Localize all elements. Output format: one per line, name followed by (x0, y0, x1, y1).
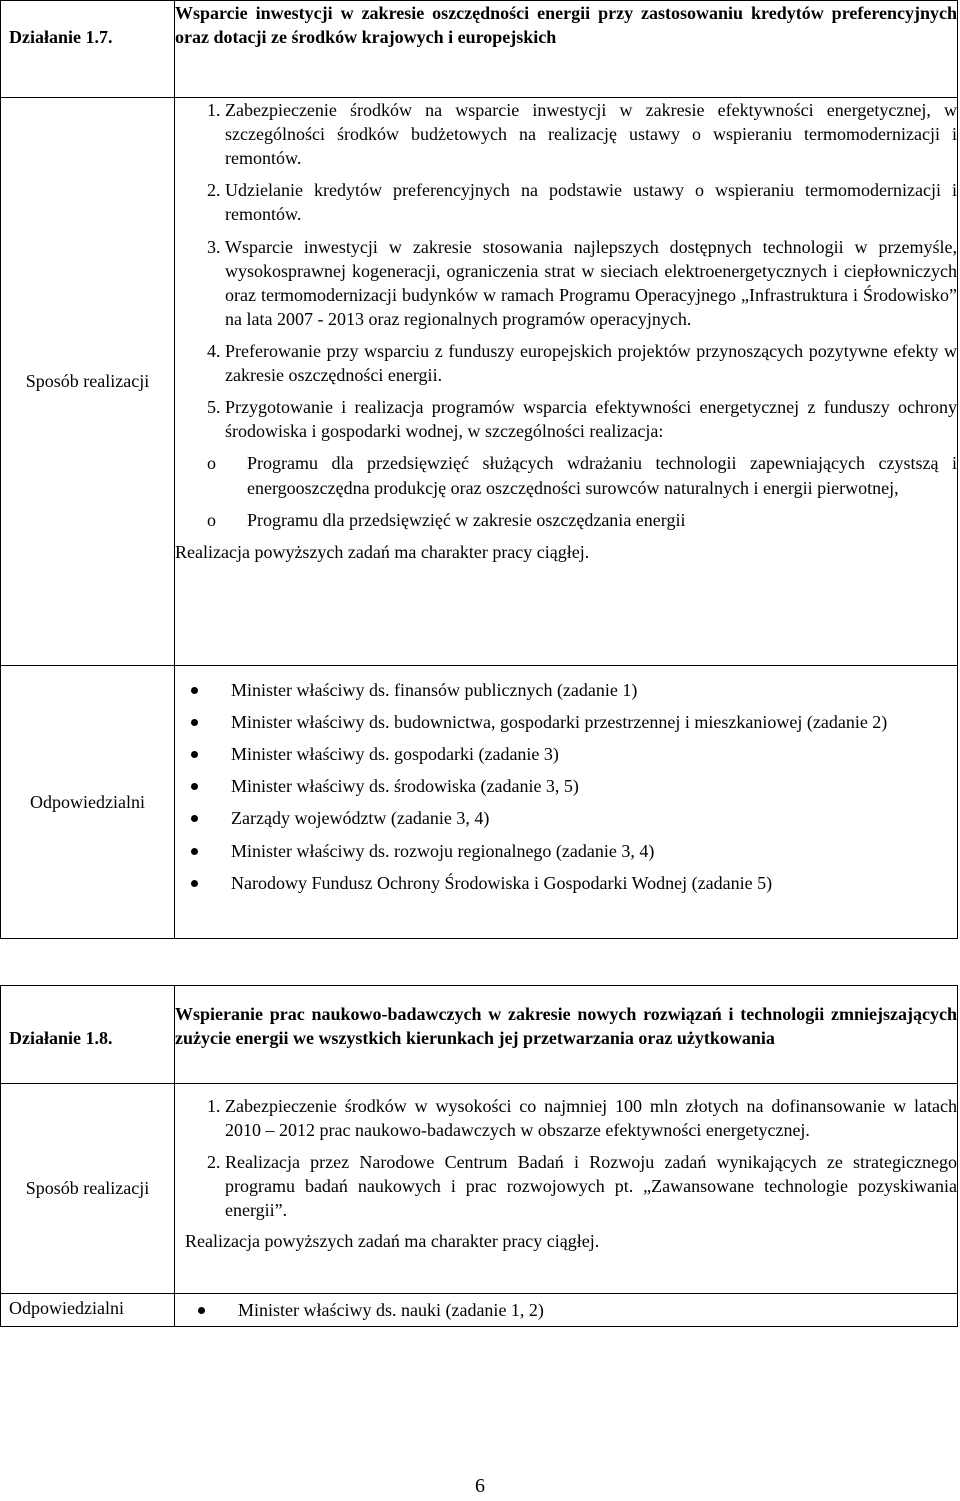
bullet-icon (191, 880, 198, 887)
bullet-icon (191, 719, 198, 726)
list-item: 4. Preferowanie przy wsparciu z funduszy europejskich projektów przynoszących pozytywne efekty w zakresie oszczędności energii. (225, 339, 957, 387)
bullet-icon (191, 751, 198, 758)
responsible-item (175, 871, 957, 895)
sub-marker: o (207, 509, 216, 530)
responsible-content (175, 1294, 958, 1327)
method-label: Sposób realizacji (1, 98, 175, 666)
task-list (175, 98, 957, 532)
method-content (175, 1084, 958, 1294)
task-list (175, 1094, 957, 1223)
bullet-icon (191, 848, 198, 855)
list-item: 2. Realizacja przez Narodowe Centrum Badań i Rozwoju zadań wynikających ze strategicznego programu badań naukowych i prac rozwojowych pt. „Zawansowane technologie pozyskiwania energii”. (225, 1150, 957, 1222)
list-item: 3. Wsparcie inwestycji w zakresie stosowania najlepszych dostępnych technologii w przemyśle, wysokosprawnej kogeneracji, ograniczenia strat w sieciach elektroenergetycznych i ciepłowniczych oraz termomodernizacji budynków w ramach Programu Operacyjnego „Infrastruktura i Środowisko” na lata 2007 - 2013 oraz regionalnych programów operacyjnych. (225, 235, 957, 331)
action-title: Wspieranie prac naukowo-badawczych w zakresie nowych rozwiązań i technologii zmniejszających zużycie energii we wszystkich kierunkach jej przetwarzania oraz użytkowania (175, 986, 958, 1084)
responsible-item (175, 678, 957, 702)
sub-list (175, 451, 957, 531)
sub-item-text: Programu dla przedsięwzięć służących wdrażaniu technologii zapewniających czystszą i energooszczędna produkcję oraz oszczędności surowców naturalnych i energii pierwotnej, (247, 453, 957, 498)
responsible-text: Minister właściwy ds. środowiska (zadanie 3, 5) (231, 776, 579, 797)
responsible-text: Minister właściwy ds. nauki (zadanie 1, 2) (238, 1300, 544, 1320)
responsible-text: Minister właściwy ds. finansów publicznych (zadanie 1) (231, 680, 638, 700)
responsible-item (182, 1298, 949, 1322)
responsible-label: Odpowiedzialni (1, 666, 175, 939)
list-item: 1. Zabezpieczenie środków na wsparcie inwestycji w zakresie efektywności energetycznej, w szczególności środków budżetowych na realizację ustawy o wspieraniu termomodernizacji i remontów. (225, 98, 957, 170)
responsible-content (175, 666, 958, 939)
responsible-item (175, 806, 957, 830)
method-label: Sposób realizacji (1, 1084, 175, 1294)
continuous-work-note: Realizacja powyższych zadań ma charakter pracy ciągłej. (185, 1230, 600, 1251)
list-item: 2. Udzielanie kredytów preferencyjnych na podstawie ustawy o wspieraniu termomodernizacji i remontów. (225, 178, 957, 226)
responsible-text: Narodowy Fundusz Ochrony Środowiska i Gospodarki Wodnej (zadanie 5) (231, 872, 773, 893)
sub-item-text: Programu dla przedsięwzięć w zakresie oszczędzania energii (247, 509, 686, 530)
sub-marker: o (207, 453, 216, 474)
action-heading: Działanie 1.7. (1, 1, 175, 98)
sub-list-item (207, 508, 957, 532)
responsible-item (175, 710, 957, 734)
responsible-text: Minister właściwy ds. gospodarki (zadanie 3) (231, 744, 559, 765)
responsible-item (175, 742, 957, 766)
list-item-text: Przygotowanie i realizacja programów wsparcia efektywności energetycznej z funduszy ochrony środowiska i gospodarki wodnej, w szczególności realizacja: (225, 397, 957, 442)
responsible-list (182, 1294, 949, 1322)
action-heading: Działanie 1.8. (1, 986, 175, 1084)
responsible-label: Odpowiedzialni (1, 1294, 175, 1327)
responsible-item (175, 839, 957, 863)
bullet-icon (198, 1307, 205, 1314)
responsible-text: Minister właściwy ds. rozwoju regionalnego (zadanie 3, 4) (231, 840, 655, 861)
bullet-icon (191, 687, 198, 694)
page-number: 6 (475, 1475, 485, 1497)
responsible-list (175, 670, 957, 895)
sub-list-item (207, 451, 957, 499)
list-item (207, 395, 957, 532)
responsible-text: Zarządy województw (zadanie 3, 4) (231, 808, 490, 829)
method-content (175, 98, 958, 666)
section-1-8-table (0, 985, 958, 1327)
responsible-text: Minister właściwy ds. budownictwa, gospodarki przestrzennej i mieszkaniowej (zadanie 2) (231, 712, 888, 733)
list-item: 1. Zabezpieczenie środków w wysokości co najmniej 100 mln złotych na dofinansowanie w latach 2010 – 2012 prac naukowo-badawczych w obszarze efektywności energetycznej. (225, 1094, 957, 1142)
bullet-icon (191, 815, 198, 822)
responsible-item (175, 774, 957, 798)
action-title: Wsparcie inwestycji w zakresie oszczędności energii przy zastosowaniu kredytów preferencyjnych oraz dotacji ze środków krajowych i europejskich (175, 1, 958, 98)
bullet-icon (191, 783, 198, 790)
continuous-work-note: Realizacja powyższych zadań ma charakter pracy ciągłej. (175, 541, 590, 562)
